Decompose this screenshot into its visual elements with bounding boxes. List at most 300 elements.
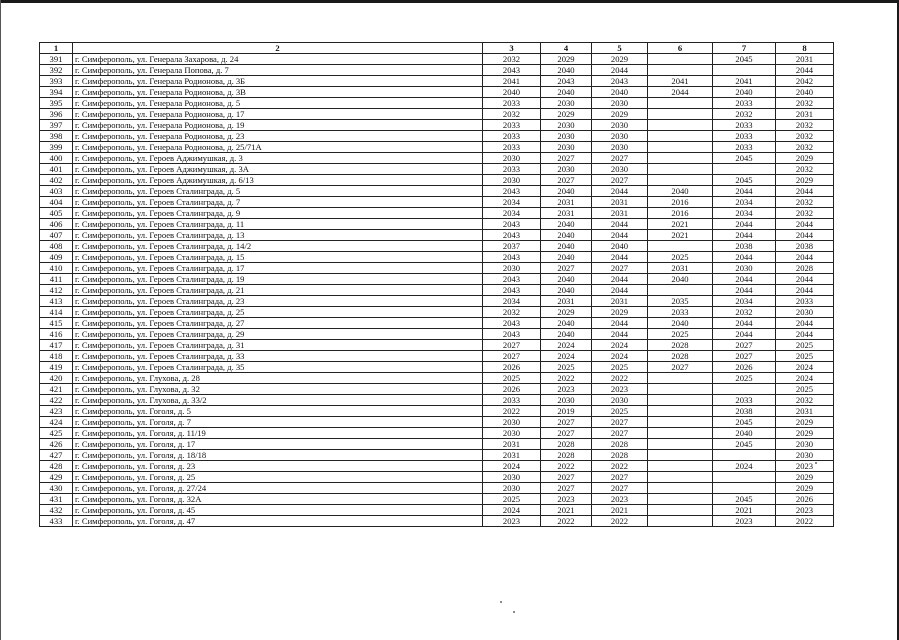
year-col-6-cell xyxy=(648,175,713,186)
year-col-3-cell: 2032 xyxy=(483,109,541,120)
year-col-8-cell: 2029 xyxy=(776,175,834,186)
year-col-8-cell: 2032 xyxy=(776,208,834,219)
year-col-4-cell: 2040 xyxy=(541,87,592,98)
year-col-7-cell: 2044 xyxy=(713,285,776,296)
year-col-5-cell: 2044 xyxy=(592,329,648,340)
table-row xyxy=(40,153,834,164)
row-number-cell: 411 xyxy=(40,274,73,285)
year-col-3-cell: 2034 xyxy=(483,296,541,307)
year-col-6-cell xyxy=(648,461,713,472)
year-col-8-cell: 2032 xyxy=(776,131,834,142)
year-col-4-cell: 2030 xyxy=(541,131,592,142)
row-number-cell: 417 xyxy=(40,340,73,351)
address-cell: г. Симферополь, ул. Гоголя, д. 25 xyxy=(73,472,483,483)
year-col-6-cell xyxy=(648,483,713,494)
year-col-8-cell: 2044 xyxy=(776,285,834,296)
year-col-4-cell: 2030 xyxy=(541,164,592,175)
row-number-cell: 420 xyxy=(40,373,73,384)
row-number-cell: 423 xyxy=(40,406,73,417)
year-col-3-cell: 2032 xyxy=(483,54,541,65)
row-number-cell: 416 xyxy=(40,329,73,340)
row-number-cell: 409 xyxy=(40,252,73,263)
year-col-5-cell: 2030 xyxy=(592,142,648,153)
year-col-4-cell: 2031 xyxy=(541,208,592,219)
address-cell: г. Симферополь, ул. Гоголя, д. 23 xyxy=(73,461,483,472)
year-col-5-cell: 2022 xyxy=(592,516,648,527)
table-row xyxy=(40,395,834,406)
year-col-3-cell: 2033 xyxy=(483,120,541,131)
year-col-5-cell: 2040 xyxy=(592,241,648,252)
table-row xyxy=(40,186,834,197)
table-row xyxy=(40,120,834,131)
year-col-4-cell: 2030 xyxy=(541,120,592,131)
header-row xyxy=(40,43,834,54)
year-col-8-cell: 2032 xyxy=(776,197,834,208)
table-row xyxy=(40,76,834,87)
row-number-cell: 419 xyxy=(40,362,73,373)
address-cell: г. Симферополь, ул. Генерала Родионова, д. 5 xyxy=(73,98,483,109)
header-cell-4: 4 xyxy=(541,43,592,54)
header-cell-6: 6 xyxy=(648,43,713,54)
address-cell: г. Симферополь, ул. Гоголя, д. 47 xyxy=(73,516,483,527)
year-col-8-cell: 2025 xyxy=(776,340,834,351)
row-number-cell: 429 xyxy=(40,472,73,483)
year-col-3-cell: 2041 xyxy=(483,76,541,87)
year-col-5-cell: 2021 xyxy=(592,505,648,516)
year-col-4-cell: 2029 xyxy=(541,109,592,120)
row-number-cell: 406 xyxy=(40,219,73,230)
header-cell-5: 5 xyxy=(592,43,648,54)
row-number-cell: 425 xyxy=(40,428,73,439)
row-number-cell: 408 xyxy=(40,241,73,252)
year-col-4-cell: 2025 xyxy=(541,362,592,373)
row-number-cell: 414 xyxy=(40,307,73,318)
year-col-6-cell xyxy=(648,395,713,406)
year-col-7-cell: 2044 xyxy=(713,230,776,241)
row-number-cell: 410 xyxy=(40,263,73,274)
year-col-4-cell: 2021 xyxy=(541,505,592,516)
year-col-7-cell: 2040 xyxy=(713,428,776,439)
table-row xyxy=(40,505,834,516)
row-number-cell: 404 xyxy=(40,197,73,208)
table-row xyxy=(40,87,834,98)
year-col-3-cell: 2027 xyxy=(483,351,541,362)
year-col-8-cell: 2044 xyxy=(776,318,834,329)
year-col-5-cell: 2027 xyxy=(592,472,648,483)
year-col-8-cell: 2033 xyxy=(776,296,834,307)
year-col-4-cell: 2023 xyxy=(541,494,592,505)
year-col-4-cell: 2027 xyxy=(541,153,592,164)
year-col-8-cell: 2032 xyxy=(776,98,834,109)
row-number-cell: 394 xyxy=(40,87,73,98)
year-col-8-cell: 2031 xyxy=(776,406,834,417)
year-col-3-cell: 2043 xyxy=(483,65,541,76)
year-col-4-cell: 2040 xyxy=(541,285,592,296)
year-col-4-cell: 2031 xyxy=(541,296,592,307)
year-col-8-cell: 2044 xyxy=(776,65,834,76)
address-cell: г. Симферополь, ул. Героев Сталинграда, д. 33 xyxy=(73,351,483,362)
year-col-4-cell: 2043 xyxy=(541,76,592,87)
year-col-5-cell: 2031 xyxy=(592,296,648,307)
table-row xyxy=(40,208,834,219)
row-number-cell: 413 xyxy=(40,296,73,307)
table-row xyxy=(40,230,834,241)
table-row xyxy=(40,219,834,230)
address-cell: г. Симферополь, ул. Гоголя, д. 45 xyxy=(73,505,483,516)
address-cell: г. Симферополь, ул. Гоголя, д. 11/19 xyxy=(73,428,483,439)
year-col-6-cell xyxy=(648,241,713,252)
address-cell: г. Симферополь, ул. Генерала Родионова, д. 17 xyxy=(73,109,483,120)
row-number-cell: 407 xyxy=(40,230,73,241)
address-cell: г. Симферополь, ул. Героев Сталинграда, д. 19 xyxy=(73,274,483,285)
year-col-6-cell xyxy=(648,439,713,450)
address-cell: г. Симферополь, ул. Гоголя, д. 17 xyxy=(73,439,483,450)
table-row xyxy=(40,450,834,461)
year-col-6-cell: 2040 xyxy=(648,186,713,197)
year-col-8-cell: 2044 xyxy=(776,274,834,285)
year-col-8-cell: 2026 xyxy=(776,494,834,505)
year-col-4-cell: 2040 xyxy=(541,318,592,329)
year-col-6-cell: 2041 xyxy=(648,76,713,87)
table-row xyxy=(40,351,834,362)
year-col-8-cell: 2030 xyxy=(776,307,834,318)
address-cell: г. Симферополь, ул. Героев Сталинграда, д. 27 xyxy=(73,318,483,329)
year-col-3-cell: 2022 xyxy=(483,406,541,417)
year-col-3-cell: 2032 xyxy=(483,307,541,318)
row-number-cell: 427 xyxy=(40,450,73,461)
year-col-3-cell: 2034 xyxy=(483,208,541,219)
year-col-3-cell: 2030 xyxy=(483,483,541,494)
table-row xyxy=(40,54,834,65)
row-number-cell: 412 xyxy=(40,285,73,296)
year-col-5-cell: 2027 xyxy=(592,483,648,494)
year-col-8-cell: 2028 xyxy=(776,263,834,274)
table-row xyxy=(40,285,834,296)
year-col-6-cell xyxy=(648,516,713,527)
year-col-4-cell: 2040 xyxy=(541,241,592,252)
table-row xyxy=(40,428,834,439)
year-col-8-cell: 2024 xyxy=(776,373,834,384)
year-col-3-cell: 2043 xyxy=(483,318,541,329)
address-cell: г. Симферополь, ул. Героев Сталинграда, д. 15 xyxy=(73,252,483,263)
address-cell: г. Симферополь, ул. Генерала Родионова, д. 25/71А xyxy=(73,142,483,153)
year-col-3-cell: 2030 xyxy=(483,153,541,164)
year-col-3-cell: 2030 xyxy=(483,175,541,186)
year-col-7-cell: 2045 xyxy=(713,153,776,164)
year-col-3-cell: 2030 xyxy=(483,417,541,428)
year-col-3-cell: 2043 xyxy=(483,285,541,296)
year-col-5-cell: 2030 xyxy=(592,164,648,175)
year-col-5-cell: 2044 xyxy=(592,252,648,263)
year-col-5-cell: 2022 xyxy=(592,461,648,472)
year-col-3-cell: 2043 xyxy=(483,230,541,241)
year-col-7-cell: 2033 xyxy=(713,395,776,406)
year-col-4-cell: 2022 xyxy=(541,373,592,384)
address-cell: г. Симферополь, ул. Героев Сталинграда, д. 25 xyxy=(73,307,483,318)
year-col-6-cell xyxy=(648,505,713,516)
table-row xyxy=(40,406,834,417)
year-col-5-cell: 2025 xyxy=(592,362,648,373)
year-col-5-cell: 2027 xyxy=(592,263,648,274)
year-col-8-cell: 2032 xyxy=(776,395,834,406)
year-col-3-cell: 2040 xyxy=(483,87,541,98)
year-col-4-cell: 2029 xyxy=(541,54,592,65)
year-col-4-cell: 2023 xyxy=(541,384,592,395)
year-col-7-cell: 2045 xyxy=(713,439,776,450)
address-cell: г. Симферополь, ул. Героев Сталинграда, д. 13 xyxy=(73,230,483,241)
year-col-7-cell: 2033 xyxy=(713,120,776,131)
year-col-7-cell: 2038 xyxy=(713,241,776,252)
year-col-3-cell: 2025 xyxy=(483,373,541,384)
year-col-8-cell: 2029 xyxy=(776,483,834,494)
year-col-6-cell: 2021 xyxy=(648,230,713,241)
table-row xyxy=(40,175,834,186)
year-col-7-cell: 2034 xyxy=(713,296,776,307)
year-col-8-cell: 2038 xyxy=(776,241,834,252)
year-col-8-cell: 2044 xyxy=(776,329,834,340)
address-cell: г. Симферополь, ул. Генерала Попова, д. 7 xyxy=(73,65,483,76)
year-col-6-cell: 2016 xyxy=(648,197,713,208)
table-row xyxy=(40,340,834,351)
year-col-4-cell: 2040 xyxy=(541,219,592,230)
year-col-4-cell: 2030 xyxy=(541,142,592,153)
address-cell: г. Симферополь, ул. Гоголя, д. 32А xyxy=(73,494,483,505)
table-row xyxy=(40,263,834,274)
address-cell: г. Симферополь, ул. Гоголя, д. 18/18 xyxy=(73,450,483,461)
table-row xyxy=(40,142,834,153)
table-row xyxy=(40,109,834,120)
year-col-8-cell: 2044 xyxy=(776,252,834,263)
address-cell: г. Симферополь, ул. Героев Сталинграда, д. 14/2 xyxy=(73,241,483,252)
address-cell: г. Симферополь, ул. Героев Сталинграда, д. 11 xyxy=(73,219,483,230)
address-cell: г. Симферополь, ул. Гоголя, д. 5 xyxy=(73,406,483,417)
year-col-8-cell: 2031 xyxy=(776,54,834,65)
year-col-4-cell: 2024 xyxy=(541,351,592,362)
year-col-3-cell: 2027 xyxy=(483,340,541,351)
row-number-cell: 402 xyxy=(40,175,73,186)
table-row xyxy=(40,296,834,307)
year-col-5-cell: 2028 xyxy=(592,439,648,450)
table-row xyxy=(40,164,834,175)
row-number-cell: 428 xyxy=(40,461,73,472)
header-cell-3: 3 xyxy=(483,43,541,54)
scan-speck xyxy=(513,611,515,613)
year-col-3-cell: 2026 xyxy=(483,384,541,395)
year-col-6-cell xyxy=(648,131,713,142)
year-col-5-cell: 2030 xyxy=(592,120,648,131)
year-col-4-cell: 2040 xyxy=(541,186,592,197)
year-col-5-cell: 2044 xyxy=(592,274,648,285)
year-col-6-cell: 2033 xyxy=(648,307,713,318)
year-col-4-cell: 2031 xyxy=(541,197,592,208)
year-col-3-cell: 2030 xyxy=(483,428,541,439)
address-cell: г. Симферополь, ул. Героев Сталинграда, д. 21 xyxy=(73,285,483,296)
row-number-cell: 393 xyxy=(40,76,73,87)
table-row xyxy=(40,252,834,263)
year-col-5-cell: 2031 xyxy=(592,197,648,208)
table-row xyxy=(40,417,834,428)
page-top-edge xyxy=(0,0,899,3)
year-col-4-cell: 2022 xyxy=(541,461,592,472)
year-col-5-cell: 2029 xyxy=(592,109,648,120)
year-col-4-cell: 2040 xyxy=(541,252,592,263)
row-number-cell: 400 xyxy=(40,153,73,164)
year-col-8-cell: 2025 xyxy=(776,384,834,395)
year-col-6-cell: 2027 xyxy=(648,362,713,373)
year-col-5-cell: 2023 xyxy=(592,384,648,395)
year-col-5-cell: 2044 xyxy=(592,186,648,197)
header-cell-1: 1 xyxy=(40,43,73,54)
year-col-7-cell: 2027 xyxy=(713,351,776,362)
table-row xyxy=(40,98,834,109)
table-row xyxy=(40,439,834,450)
year-col-4-cell: 2022 xyxy=(541,516,592,527)
table-row xyxy=(40,472,834,483)
address-cell: г. Симферополь, ул. Героев Аджимушкая, д. 6/13 xyxy=(73,175,483,186)
year-col-8-cell: 2032 xyxy=(776,120,834,131)
year-col-7-cell: 2023 xyxy=(713,516,776,527)
year-col-6-cell xyxy=(648,153,713,164)
table-row xyxy=(40,197,834,208)
year-col-5-cell: 2030 xyxy=(592,131,648,142)
address-cell: г. Симферополь, ул. Глухова, д. 28 xyxy=(73,373,483,384)
year-col-5-cell: 2027 xyxy=(592,428,648,439)
address-cell: г. Симферополь, ул. Генерала Родионова, д. 19 xyxy=(73,120,483,131)
header-cell-2: 2 xyxy=(73,43,483,54)
row-number-cell: 430 xyxy=(40,483,73,494)
year-col-4-cell: 2040 xyxy=(541,65,592,76)
address-cell: г. Симферополь, ул. Героев Сталинграда, д. 31 xyxy=(73,340,483,351)
scan-speck xyxy=(815,462,817,464)
year-col-8-cell: 2030 xyxy=(776,450,834,461)
table-row xyxy=(40,461,834,472)
year-col-7-cell: 2032 xyxy=(713,307,776,318)
row-number-cell: 392 xyxy=(40,65,73,76)
year-col-7-cell: 2044 xyxy=(713,318,776,329)
year-col-4-cell: 2028 xyxy=(541,450,592,461)
address-cell: г. Симферополь, ул. Гоголя, д. 7 xyxy=(73,417,483,428)
address-cell: г. Симферополь, ул. Генерала Родионова, д. 23 xyxy=(73,131,483,142)
year-col-5-cell: 2027 xyxy=(592,153,648,164)
year-col-3-cell: 2024 xyxy=(483,461,541,472)
year-col-4-cell: 2027 xyxy=(541,472,592,483)
year-col-5-cell: 2029 xyxy=(592,54,648,65)
scan-speck xyxy=(500,601,502,603)
year-col-8-cell: 2029 xyxy=(776,472,834,483)
year-col-3-cell: 2043 xyxy=(483,274,541,285)
year-col-8-cell: 2044 xyxy=(776,186,834,197)
year-col-3-cell: 2033 xyxy=(483,395,541,406)
year-col-3-cell: 2033 xyxy=(483,164,541,175)
year-col-5-cell: 2022 xyxy=(592,373,648,384)
year-col-6-cell: 2025 xyxy=(648,329,713,340)
row-number-cell: 421 xyxy=(40,384,73,395)
year-col-8-cell: 2029 xyxy=(776,417,834,428)
year-col-6-cell xyxy=(648,65,713,76)
year-col-5-cell: 2027 xyxy=(592,417,648,428)
year-col-6-cell xyxy=(648,164,713,175)
address-cell: г. Симферополь, ул. Героев Сталинграда, д. 23 xyxy=(73,296,483,307)
table-row xyxy=(40,516,834,527)
year-col-3-cell: 2023 xyxy=(483,516,541,527)
address-cell: г. Симферополь, ул. Героев Сталинграда, д. 17 xyxy=(73,263,483,274)
year-col-8-cell: 2029 xyxy=(776,428,834,439)
address-cell: г. Симферополь, ул. Генерала Родионова, д. 3В xyxy=(73,87,483,98)
year-col-7-cell: 2027 xyxy=(713,340,776,351)
year-col-4-cell: 2029 xyxy=(541,307,592,318)
year-col-3-cell: 2037 xyxy=(483,241,541,252)
year-col-6-cell xyxy=(648,384,713,395)
year-col-4-cell: 2040 xyxy=(541,274,592,285)
year-col-5-cell: 2023 xyxy=(592,494,648,505)
year-col-5-cell: 2044 xyxy=(592,318,648,329)
year-col-6-cell xyxy=(648,142,713,153)
year-col-7-cell: 2045 xyxy=(713,175,776,186)
address-cell: г. Симферополь, ул. Гоголя, д. 27/24 xyxy=(73,483,483,494)
table-row xyxy=(40,384,834,395)
year-col-3-cell: 2033 xyxy=(483,142,541,153)
year-col-7-cell xyxy=(713,472,776,483)
year-col-8-cell: 2023 xyxy=(776,505,834,516)
year-col-7-cell xyxy=(713,65,776,76)
year-col-7-cell: 2045 xyxy=(713,494,776,505)
table-row xyxy=(40,483,834,494)
year-col-5-cell: 2031 xyxy=(592,208,648,219)
year-col-8-cell: 2029 xyxy=(776,153,834,164)
year-col-7-cell: 2033 xyxy=(713,142,776,153)
year-col-7-cell xyxy=(713,483,776,494)
year-col-3-cell: 2034 xyxy=(483,197,541,208)
year-col-4-cell: 2027 xyxy=(541,175,592,186)
year-col-8-cell: 2042 xyxy=(776,76,834,87)
year-col-7-cell xyxy=(713,384,776,395)
page-left-edge xyxy=(0,0,1,640)
table-row xyxy=(40,329,834,340)
year-col-7-cell: 2021 xyxy=(713,505,776,516)
row-number-cell: 433 xyxy=(40,516,73,527)
year-col-6-cell xyxy=(648,428,713,439)
address-cell: г. Симферополь, ул. Героев Сталинграда, д. 5 xyxy=(73,186,483,197)
row-number-cell: 396 xyxy=(40,109,73,120)
year-col-5-cell: 2040 xyxy=(592,87,648,98)
row-number-cell: 422 xyxy=(40,395,73,406)
year-col-3-cell: 2030 xyxy=(483,472,541,483)
year-col-6-cell: 2028 xyxy=(648,340,713,351)
year-col-6-cell xyxy=(648,285,713,296)
year-col-6-cell xyxy=(648,54,713,65)
row-number-cell: 405 xyxy=(40,208,73,219)
year-col-6-cell xyxy=(648,120,713,131)
address-cell: г. Симферополь, ул. Героев Сталинграда, д. 35 xyxy=(73,362,483,373)
header-cell-8: 8 xyxy=(776,43,834,54)
year-col-6-cell xyxy=(648,373,713,384)
year-col-7-cell: 2033 xyxy=(713,98,776,109)
year-col-4-cell: 2024 xyxy=(541,340,592,351)
row-number-cell: 398 xyxy=(40,131,73,142)
row-number-cell: 426 xyxy=(40,439,73,450)
year-col-7-cell: 2044 xyxy=(713,219,776,230)
year-col-6-cell xyxy=(648,406,713,417)
year-col-5-cell: 2028 xyxy=(592,450,648,461)
address-cell: г. Симферополь, ул. Генерала Родионова, д. 3Б xyxy=(73,76,483,87)
year-col-5-cell: 2030 xyxy=(592,395,648,406)
year-col-5-cell: 2030 xyxy=(592,98,648,109)
year-col-3-cell: 2030 xyxy=(483,263,541,274)
year-col-3-cell: 2025 xyxy=(483,494,541,505)
year-col-8-cell: 2032 xyxy=(776,164,834,175)
year-col-5-cell: 2044 xyxy=(592,65,648,76)
year-col-3-cell: 2031 xyxy=(483,439,541,450)
